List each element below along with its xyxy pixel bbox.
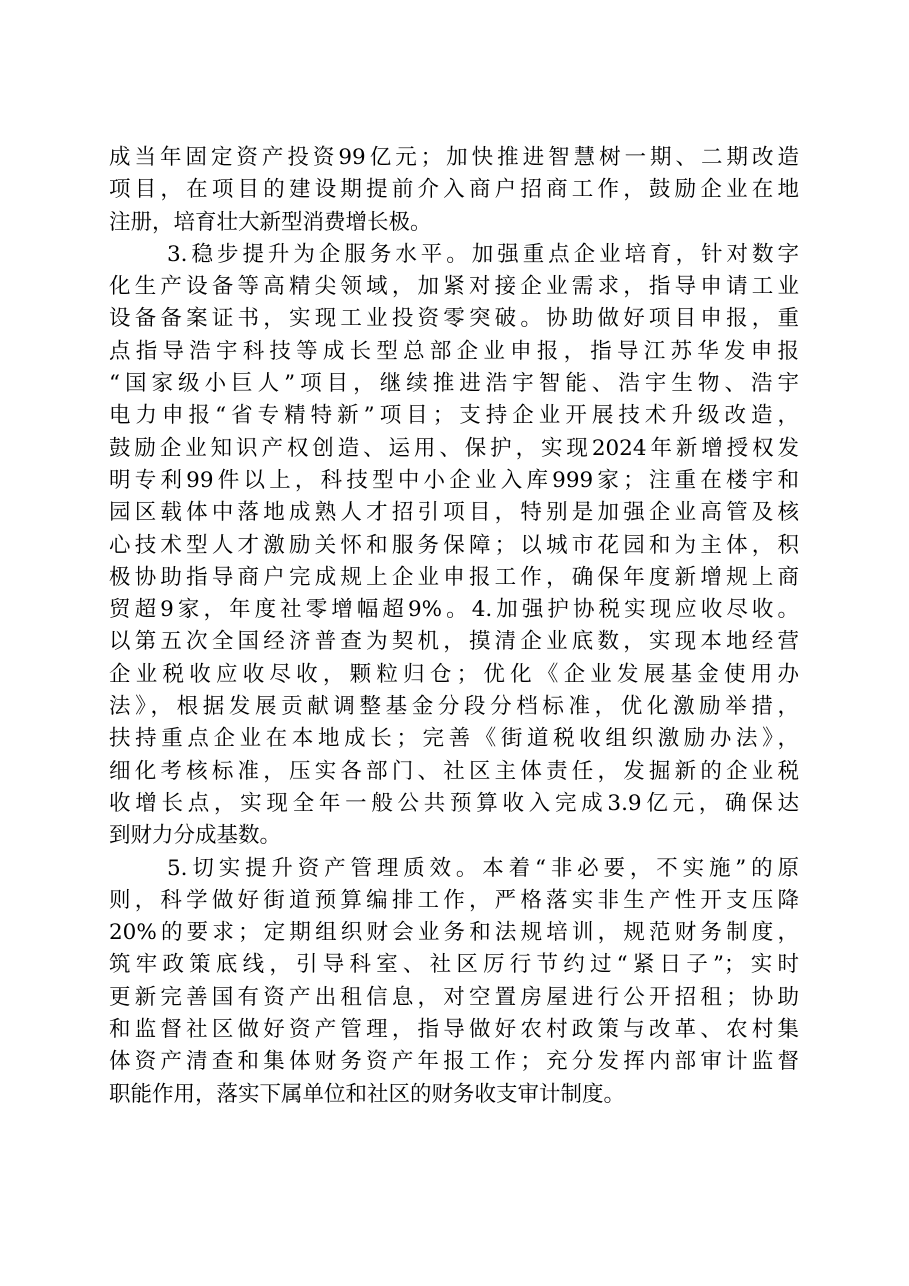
text-line: 电力申报“省专精特新”项目；支持企业开展技术升级改造，: [109, 403, 799, 429]
text-line: 设备备案证书，实现工业投资零突破。协助做好项目申报，重: [109, 306, 799, 332]
text-line: 扶持重点企业在本地成长；完善《街道税收组织激励办法》，: [109, 726, 799, 752]
text-line: 20%的要求；定期组织财会业务和法规培训，规范财务制度，: [109, 920, 799, 946]
text-line: 到财力分成基数。: [109, 823, 282, 849]
text-line: 法》，根据发展贡献调整基金分段分档标准，优化激励举措，: [109, 694, 799, 720]
text-line: “国家级小巨人”项目，继续推进浩宇智能、浩宇生物、浩宇: [109, 371, 799, 397]
text-line: 贸超9家，年度社零增幅超9%。4.加强护协税实现应收尽收。: [109, 597, 799, 623]
text-line: 园区载体中落地成熟人才招引项目，特别是加强企业高管及核: [109, 500, 799, 526]
text-line: 体资产清查和集体财务资产年报工作；充分发挥内部审计监督: [109, 1049, 799, 1075]
text-line: 成当年固定资产投资99亿元；加快推进智慧树一期、二期改造: [109, 145, 799, 170]
paragraph-start-line: 3.稳步提升为企服务水平。加强重点企业培育，针对数字: [167, 241, 799, 267]
text-line: 心技术型人才激励关怀和服务保障；以城市花园和为主体，积: [109, 532, 799, 558]
paragraph-start-line: 5.切实提升资产管理质效。本着“非必要，不实施”的原: [167, 855, 799, 881]
body-text: [109, 142, 799, 1111]
text-line: 极协助指导商户完成规上企业申报工作，确保年度新增规上商: [109, 564, 799, 590]
text-line: 更新完善国有资产出租信息，对空置房屋进行公开招租；协助: [109, 984, 799, 1010]
text-line: 鼓励企业知识产权创造、运用、保护，实现2024年新增授权发: [109, 435, 799, 461]
text-line: 则，科学做好街道预算编排工作，严格落实非生产性开支压降: [109, 887, 799, 913]
text-line: 职能作用，落实下属单位和社区的财务收支审计制度。: [109, 1081, 626, 1107]
text-line: 和监督社区做好资产管理，指导做好农村政策与改革、农村集: [109, 1017, 799, 1043]
text-line: 收增长点，实现全年一般公共预算收入完成3.9亿元，确保达: [109, 790, 799, 816]
text-line: 细化考核标准，压实各部门、社区主体责任，发掘新的企业税: [109, 758, 799, 784]
text-line: 项目，在项目的建设期提前介入商户招商工作，鼓励企业在地: [109, 177, 799, 203]
text-line: 明专利99件以上，科技型中小企业入库999家；注重在楼宇和: [109, 467, 799, 493]
text-line: 企业税收应收尽收，颗粒归仓；优化《企业发展基金使用办: [109, 661, 799, 687]
text-line: 点指导浩宇科技等成长型总部企业申报，指导江苏华发申报: [109, 338, 799, 364]
text-line: 化生产设备等高精尖领域，加紧对接企业需求，指导申请工业: [109, 274, 799, 300]
text-line: 注册，培育壮大新型消费增长极。: [109, 209, 432, 235]
text-line: 筑牢政策底线，引导科室、社区厉行节约过“紧日子”；实时: [109, 952, 799, 978]
text-line: 以第五次全国经济普查为契机，摸清企业底数，实现本地经营: [109, 629, 799, 655]
